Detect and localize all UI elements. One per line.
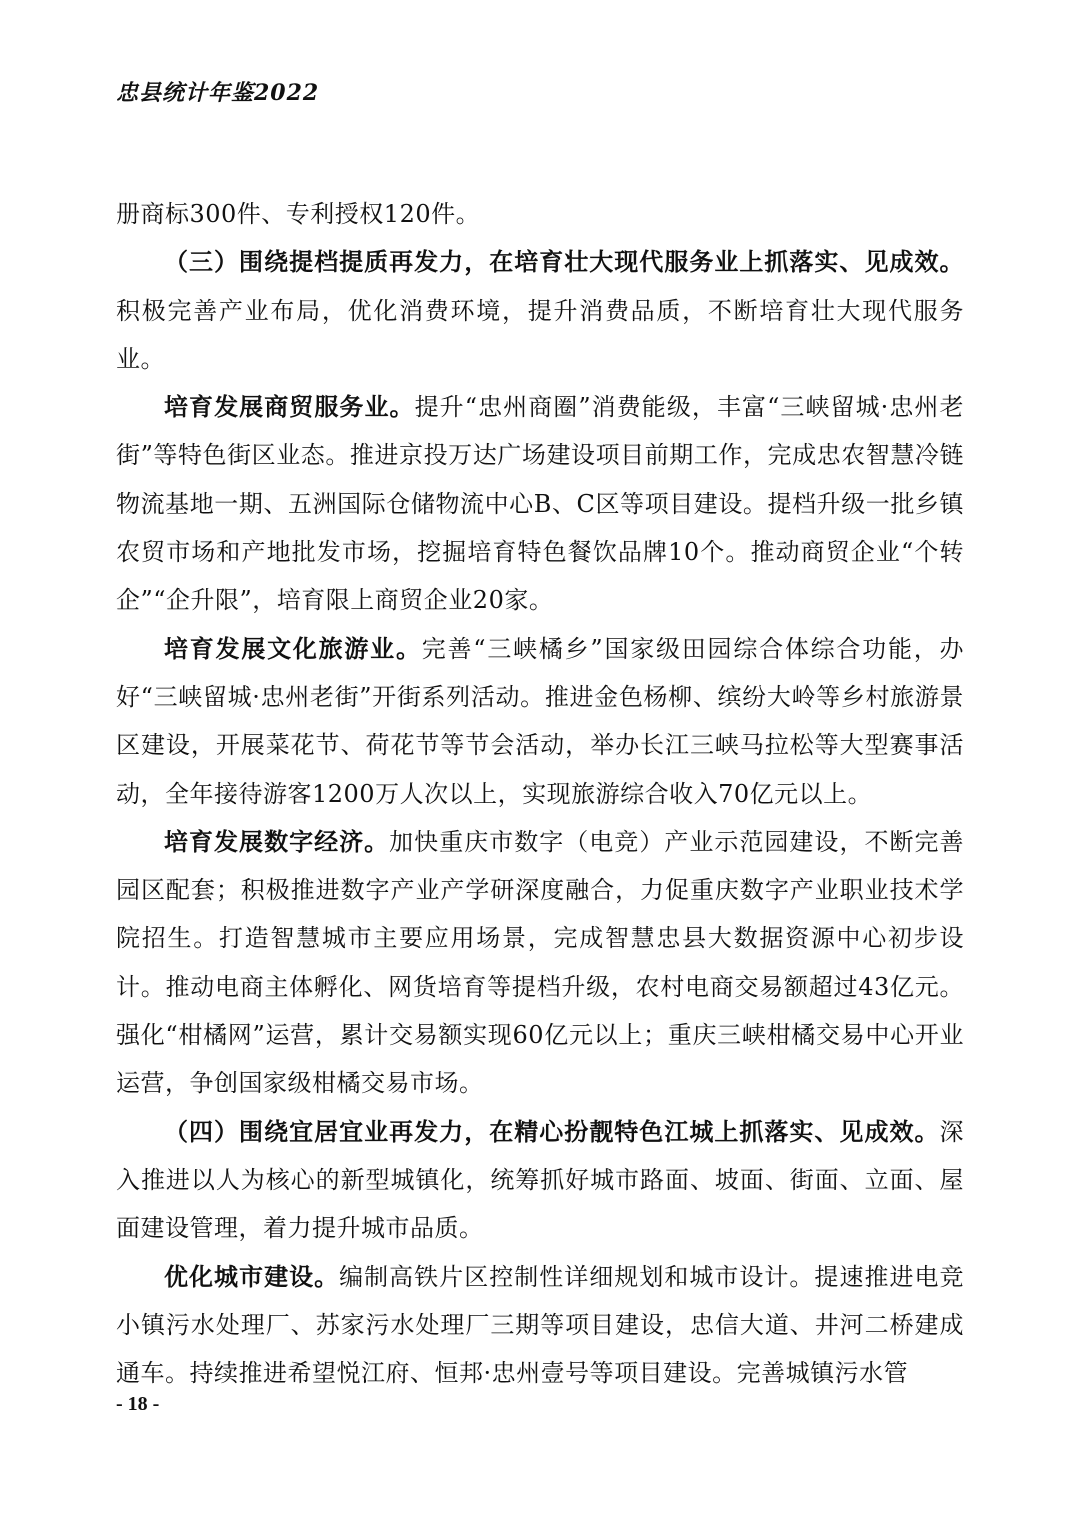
paragraph-text: 加快重庆市数字（电竞）产业示范园建设，不断完善园区配套；积极推进数字产业产学研深度融合，力促重庆数字产业职业技术学院招生。打造智慧城市主要应用场景，完成智慧忠县大数据资源中心初步设计。推动电商主体孵化、网货培育等提档升级，农村电商交易额超过43亿元。强化“柑橘网”运营，累计交易额实现60亿元以上；重庆三峡柑橘交易中心开业运营，争创国家级柑橘交易市场。 (116, 827, 965, 1098)
section-heading: （三）围绕提档提质再发力，在培育壮大现代服务业上抓落实、见成效。 (164, 247, 964, 277)
paragraph-text: 提升“忠州商圈”消费能级，丰富“三峡留城·忠州老街”等特色街区业态。推进京投万达广场建设项目前期工作，完成忠农智慧冷链物流基地一期、五洲国际仓储物流中心B、C区等项目建设。提档升级一批乡镇农贸市场和产地批发市场，挖掘培育特色餐饮品牌10个。推动商贸企业“个转企”“企升限”，培育限上商贸企业20家。 (116, 393, 964, 615)
paragraph-lead: 培育发展商贸服务业。 (164, 392, 415, 422)
paragraph-tourism (116, 625, 964, 818)
paragraph-text: 完善“三峡橘乡”国家级田园综合体综合功能，办好“三峡留城·忠州老街”开街系列活动。推进金色杨柳、缤纷大岭等乡村旅游景区建设，开展菜花节、荷花节等节会活动，举办长江三峡马拉松等大型赛事活动，全年接待游客1200万人次以上，实现旅游综合收入70亿元以上。 (116, 634, 964, 808)
paragraph-digital-economy (116, 818, 964, 1108)
paragraph-section-3 (116, 238, 964, 383)
paragraph-text: 编制高铁片区控制性详细规划和城市设计。提速推进电竞小镇污水处理厂、苏家污水处理厂三期等项目建设，忠信大道、井河二桥建成通车。持续推进希望悦江府、恒邦·忠州壹号等项目建设。完善城镇污水管 (116, 1262, 965, 1388)
section-heading: （四）围绕宜居宜业再发力，在精心扮靓特色江城上抓落实、见成效。 (164, 1116, 940, 1146)
paragraph-text: 册商标300件、专利授权120件。 (116, 200, 481, 228)
paragraph-continuation (116, 190, 964, 238)
paragraph-lead: 优化城市建设。 (164, 1261, 340, 1291)
paragraph-text: 深入推进以人为核心的新型城镇化，统筹抓好城市路面、坡面、街面、立面、屋面建设管理，着力提升城市品质。 (116, 1117, 964, 1243)
paragraph-text: 积极完善产业布局，优化消费环境，提升消费品质，不断培育壮大现代服务业。 (116, 296, 964, 373)
paragraph-section-4 (116, 1108, 964, 1253)
page-number: - 18 - (116, 1393, 160, 1415)
paragraph-lead: 培育发展数字经济。 (164, 826, 390, 856)
paragraph-commerce (116, 383, 964, 624)
paragraph-urban-construction (116, 1253, 964, 1398)
paragraph-lead: 培育发展文化旅游业。 (164, 633, 422, 663)
running-head: 忠县统计年鉴2022 (116, 80, 320, 106)
body-text (116, 190, 964, 1397)
